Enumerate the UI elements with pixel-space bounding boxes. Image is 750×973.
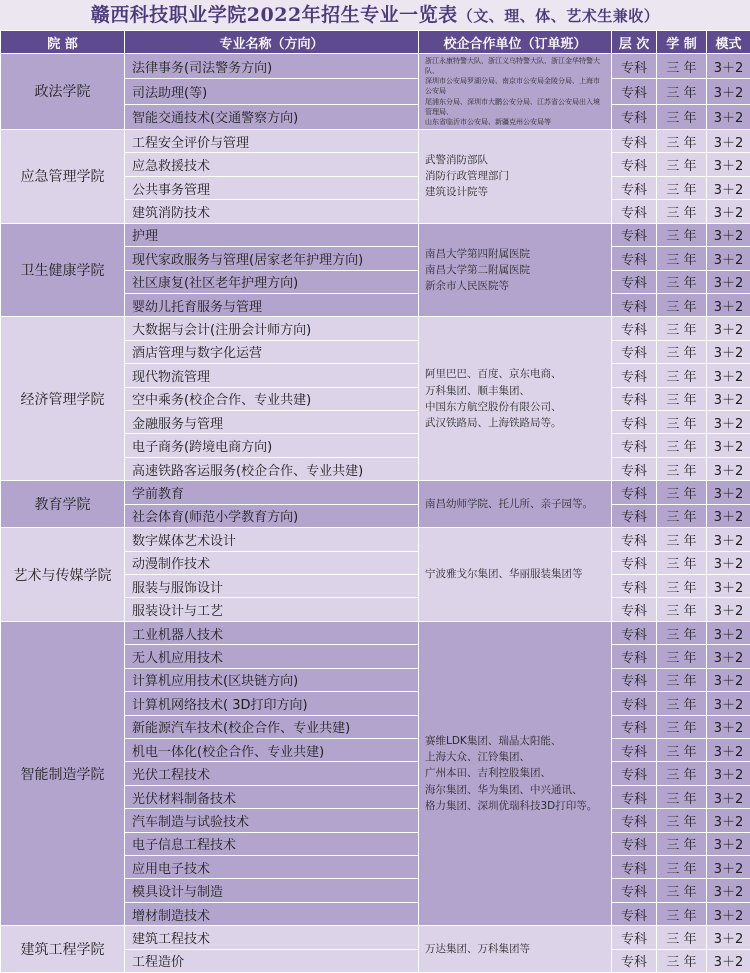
years-cell: 三 年	[657, 926, 707, 949]
level-cell: 专科	[612, 270, 657, 293]
major-name: 模具设计与制造	[125, 879, 419, 902]
header-years: 学 制	[657, 31, 707, 54]
mode-cell: 3＋2	[707, 902, 750, 925]
table-body	[1, 54, 750, 973]
level-cell: 专科	[612, 104, 657, 129]
dept-name: 经济管理学院	[1, 317, 125, 481]
major-name: 现代物流管理	[125, 364, 419, 387]
table-row	[1, 54, 750, 79]
level-cell: 专科	[612, 223, 657, 246]
partner-units	[419, 481, 612, 528]
level-cell: 专科	[612, 879, 657, 902]
level-cell: 专科	[612, 293, 657, 316]
years-cell: 三 年	[657, 715, 707, 738]
table-header-row	[1, 31, 750, 54]
years-cell: 三 年	[657, 270, 707, 293]
partner-line: 武汉铁路局、上海铁路局等。	[425, 415, 605, 431]
level-cell: 专科	[612, 364, 657, 387]
major-name: 空中乘务(校企合作、专业共建)	[125, 387, 419, 410]
mode-cell: 3＋2	[707, 598, 750, 621]
partner-units	[419, 129, 612, 223]
level-cell: 专科	[612, 411, 657, 434]
level-cell: 专科	[612, 762, 657, 785]
level-cell: 专科	[612, 621, 657, 644]
mode-cell: 3＋2	[707, 949, 750, 972]
mode-cell: 3＋2	[707, 645, 750, 668]
partner-line: 中国东方航空股份有限公司、	[425, 399, 605, 415]
years-cell: 三 年	[657, 879, 707, 902]
partner-units	[419, 223, 612, 317]
level-cell: 专科	[612, 481, 657, 504]
years-cell: 三 年	[657, 79, 707, 104]
major-name: 工程安全评价与管理	[125, 129, 419, 152]
level-cell: 专科	[612, 434, 657, 457]
major-name: 增材制造技术	[125, 902, 419, 925]
mode-cell: 3＋2	[707, 926, 750, 949]
years-cell: 三 年	[657, 317, 707, 340]
years-cell: 三 年	[657, 575, 707, 598]
table-row	[1, 223, 750, 246]
major-name: 社区康复(社区老年护理方向)	[125, 270, 419, 293]
years-cell: 三 年	[657, 832, 707, 855]
partner-line: 尾浦东分局、深圳市大鹏公安分局、江苏省公安局出入境管理局、	[425, 97, 605, 117]
dept-name: 智能制造学院	[1, 621, 125, 925]
major-name: 大数据与会计(注册会计师方向)	[125, 317, 419, 340]
partner-line: 新余市人民医院等	[425, 278, 605, 294]
level-cell: 专科	[612, 809, 657, 832]
years-cell: 三 年	[657, 856, 707, 879]
major-name: 婴幼儿托育服务与管理	[125, 293, 419, 316]
major-name: 金融服务与管理	[125, 411, 419, 434]
header-dept: 院 部	[1, 31, 125, 54]
dept-name: 艺术与传媒学院	[1, 528, 125, 622]
partner-line: 上海大众、江铃集团、	[425, 749, 605, 765]
major-name: 建筑工程技术	[125, 926, 419, 949]
years-cell: 三 年	[657, 457, 707, 480]
partner-line: 深圳市公安局罗湖分局、南京市公安局金陵分局、上海市公安局	[425, 76, 605, 96]
major-name: 护理	[125, 223, 419, 246]
mode-cell: 3＋2	[707, 104, 750, 129]
years-cell: 三 年	[657, 247, 707, 270]
years-cell: 三 年	[657, 902, 707, 925]
mode-cell: 3＋2	[707, 200, 750, 223]
mode-cell: 3＋2	[707, 317, 750, 340]
level-cell: 专科	[612, 457, 657, 480]
mode-cell: 3＋2	[707, 668, 750, 691]
table-row	[1, 481, 750, 504]
mode-cell: 3＋2	[707, 575, 750, 598]
level-cell: 专科	[612, 856, 657, 879]
partner-line: 阿里巴巴、百度、京东电商、	[425, 366, 605, 382]
mode-cell: 3＋2	[707, 387, 750, 410]
years-cell: 三 年	[657, 293, 707, 316]
years-cell: 三 年	[657, 551, 707, 574]
dept-name: 卫生健康学院	[1, 223, 125, 317]
partner-line: 万达集团、万科集团等	[425, 941, 605, 957]
major-name: 光伏材料制备技术	[125, 785, 419, 808]
dept-name: 建筑工程学院	[1, 926, 125, 973]
major-name: 数字媒体艺术设计	[125, 528, 419, 551]
level-cell: 专科	[612, 902, 657, 925]
mode-cell: 3＋2	[707, 715, 750, 738]
major-name: 建筑消防技术	[125, 200, 419, 223]
level-cell: 专科	[612, 832, 657, 855]
title-subtitle: （文、理、体、艺术生兼收）	[458, 7, 660, 25]
level-cell: 专科	[612, 692, 657, 715]
mode-cell: 3＋2	[707, 434, 750, 457]
mode-cell: 3＋2	[707, 809, 750, 832]
partner-units	[419, 926, 612, 973]
years-cell: 三 年	[657, 528, 707, 551]
mode-cell: 3＋2	[707, 54, 750, 79]
level-cell: 专科	[612, 200, 657, 223]
major-name: 司法助理(等)	[125, 79, 419, 104]
title-main: 赣西科技职业学院2022年招生专业一览表	[91, 4, 458, 26]
years-cell: 三 年	[657, 949, 707, 972]
major-name: 服装设计与工艺	[125, 598, 419, 621]
table-row	[1, 129, 750, 152]
mode-cell: 3＋2	[707, 785, 750, 808]
mode-cell: 3＋2	[707, 856, 750, 879]
level-cell: 专科	[612, 176, 657, 199]
major-name: 社会体育(师范小学教育方向)	[125, 504, 419, 527]
years-cell: 三 年	[657, 387, 707, 410]
table-row	[1, 317, 750, 340]
partner-line: 海尔集团、华为集团、中兴通讯、	[425, 782, 605, 798]
major-name: 应急救援技术	[125, 153, 419, 176]
years-cell: 三 年	[657, 738, 707, 761]
years-cell: 三 年	[657, 129, 707, 152]
major-name: 无人机应用技术	[125, 645, 419, 668]
partner-line: 万科集团、顺丰集团、	[425, 383, 605, 399]
level-cell: 专科	[612, 317, 657, 340]
years-cell: 三 年	[657, 504, 707, 527]
major-name: 学前教育	[125, 481, 419, 504]
level-cell: 专科	[612, 738, 657, 761]
level-cell: 专科	[612, 504, 657, 527]
years-cell: 三 年	[657, 364, 707, 387]
mode-cell: 3＋2	[707, 176, 750, 199]
level-cell: 专科	[612, 129, 657, 152]
partner-units	[419, 528, 612, 622]
years-cell: 三 年	[657, 434, 707, 457]
level-cell: 专科	[612, 668, 657, 691]
years-cell: 三 年	[657, 809, 707, 832]
partner-line: 广州本田、吉利控股集团、	[425, 765, 605, 781]
years-cell: 三 年	[657, 153, 707, 176]
table-row	[1, 528, 750, 551]
partner-line: 武警消防部队	[425, 152, 605, 168]
table-row	[1, 621, 750, 644]
major-name: 光伏工程技术	[125, 762, 419, 785]
mode-cell: 3＋2	[707, 738, 750, 761]
mode-cell: 3＋2	[707, 270, 750, 293]
page-title	[0, 0, 750, 30]
partner-line: 南昌大学第二附属医院	[425, 262, 605, 278]
major-name: 工程造价	[125, 949, 419, 972]
level-cell: 专科	[612, 551, 657, 574]
level-cell: 专科	[612, 785, 657, 808]
mode-cell: 3＋2	[707, 153, 750, 176]
partner-units	[419, 54, 612, 130]
partner-line: 格力集团、深圳优瑞科技3D打印等。	[425, 798, 605, 814]
header-partner: 校企合作单位（订单班）	[419, 31, 612, 54]
years-cell: 三 年	[657, 340, 707, 363]
level-cell: 专科	[612, 54, 657, 79]
level-cell: 专科	[612, 79, 657, 104]
years-cell: 三 年	[657, 481, 707, 504]
major-name: 酒店管理与数字化运营	[125, 340, 419, 363]
years-cell: 三 年	[657, 200, 707, 223]
mode-cell: 3＋2	[707, 223, 750, 246]
partner-line: 南昌幼师学院、托儿所、亲子园等。	[425, 496, 605, 512]
mode-cell: 3＋2	[707, 411, 750, 434]
mode-cell: 3＋2	[707, 364, 750, 387]
header-mode: 模式	[707, 31, 750, 54]
major-name: 电子信息工程技术	[125, 832, 419, 855]
major-name: 电子商务(跨境电商方向)	[125, 434, 419, 457]
years-cell: 三 年	[657, 762, 707, 785]
years-cell: 三 年	[657, 668, 707, 691]
years-cell: 三 年	[657, 54, 707, 79]
mode-cell: 3＋2	[707, 504, 750, 527]
mode-cell: 3＋2	[707, 528, 750, 551]
level-cell: 专科	[612, 340, 657, 363]
years-cell: 三 年	[657, 104, 707, 129]
partner-line: 消防行政管理部门	[425, 168, 605, 184]
major-name: 工业机器人技术	[125, 621, 419, 644]
major-name: 智能交通技术(交通警察方向)	[125, 104, 419, 129]
major-name: 计算机应用技术(区块链方向)	[125, 668, 419, 691]
level-cell: 专科	[612, 926, 657, 949]
dept-name: 应急管理学院	[1, 129, 125, 223]
dept-name: 教育学院	[1, 481, 125, 528]
major-name: 法律事务(司法警务方向)	[125, 54, 419, 79]
major-name: 应用电子技术	[125, 856, 419, 879]
header-level: 层 次	[612, 31, 657, 54]
major-name: 服装与服饰设计	[125, 575, 419, 598]
level-cell: 专科	[612, 715, 657, 738]
years-cell: 三 年	[657, 621, 707, 644]
mode-cell: 3＋2	[707, 551, 750, 574]
mode-cell: 3＋2	[707, 129, 750, 152]
years-cell: 三 年	[657, 176, 707, 199]
major-name: 现代家政服务与管理(居家老年护理方向)	[125, 247, 419, 270]
partner-line: 建筑设计院等	[425, 184, 605, 200]
majors-table	[0, 30, 750, 973]
level-cell: 专科	[612, 528, 657, 551]
mode-cell: 3＋2	[707, 879, 750, 902]
partner-line: 南昌大学第四附属医院	[425, 246, 605, 262]
major-name: 动漫制作技术	[125, 551, 419, 574]
partner-line: 宁波雅戈尔集团、华丽服装集团等	[425, 566, 605, 582]
mode-cell: 3＋2	[707, 692, 750, 715]
major-name: 机电一体化(校企合作、专业共建)	[125, 738, 419, 761]
mode-cell: 3＋2	[707, 457, 750, 480]
partner-units	[419, 621, 612, 925]
level-cell: 专科	[612, 575, 657, 598]
mode-cell: 3＋2	[707, 481, 750, 504]
level-cell: 专科	[612, 598, 657, 621]
header-major: 专业名称（方向）	[125, 31, 419, 54]
level-cell: 专科	[612, 387, 657, 410]
major-name: 新能源汽车技术(校企合作、专业共建)	[125, 715, 419, 738]
years-cell: 三 年	[657, 598, 707, 621]
partner-line: 赛维LDK集团、瑞晶太阳能、	[425, 733, 605, 749]
years-cell: 三 年	[657, 645, 707, 668]
level-cell: 专科	[612, 153, 657, 176]
partner-units	[419, 317, 612, 481]
major-name: 公共事务管理	[125, 176, 419, 199]
major-name: 高速铁路客运服务(校企合作、专业共建)	[125, 457, 419, 480]
mode-cell: 3＋2	[707, 293, 750, 316]
years-cell: 三 年	[657, 223, 707, 246]
partner-line: 浙江永康特警大队、浙江义乌特警大队、浙江金华特警大队、	[425, 56, 605, 76]
mode-cell: 3＋2	[707, 832, 750, 855]
mode-cell: 3＋2	[707, 762, 750, 785]
mode-cell: 3＋2	[707, 247, 750, 270]
years-cell: 三 年	[657, 692, 707, 715]
partner-line: 山东省临沂市公安局、新疆克州公安局等	[425, 117, 605, 127]
years-cell: 三 年	[657, 411, 707, 434]
dept-name: 政法学院	[1, 54, 125, 130]
major-name: 汽车制造与试验技术	[125, 809, 419, 832]
table-row	[1, 926, 750, 949]
major-name: 计算机网络技术( 3D打印方向)	[125, 692, 419, 715]
level-cell: 专科	[612, 645, 657, 668]
mode-cell: 3＋2	[707, 621, 750, 644]
level-cell: 专科	[612, 949, 657, 972]
years-cell: 三 年	[657, 785, 707, 808]
mode-cell: 3＋2	[707, 79, 750, 104]
mode-cell: 3＋2	[707, 340, 750, 363]
level-cell: 专科	[612, 247, 657, 270]
